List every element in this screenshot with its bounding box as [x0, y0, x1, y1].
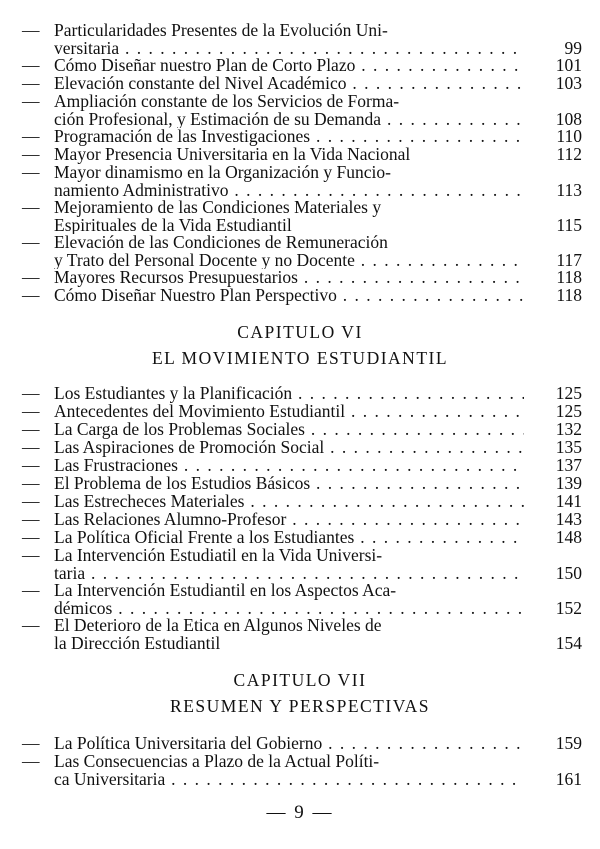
entry-page-number: 143	[555, 509, 582, 529]
entry-dash: —	[22, 455, 40, 475]
page-footer-number: — 9 —	[266, 802, 334, 823]
toc-entry	[22, 128, 582, 146]
chapter-heading: CAPITULO VII	[233, 670, 367, 690]
entry-page-number: 132	[555, 419, 582, 439]
toc-entry	[22, 199, 582, 234]
entry-dash: —	[22, 20, 40, 40]
entry-page-number: 141	[555, 491, 582, 511]
toc-entry	[22, 439, 582, 457]
entry-dash: —	[22, 232, 40, 252]
entry-text-line: la Dirección Estudiantil	[54, 634, 221, 653]
entry-dash: —	[22, 383, 40, 403]
entry-text-line: Espirituales de la Vida Estudiantil	[54, 216, 292, 235]
entry-dash: —	[22, 751, 40, 771]
entry-dash: —	[22, 419, 40, 439]
entry-page-number: 117	[556, 249, 582, 270]
toc-entry	[22, 234, 582, 269]
entry-dash: —	[22, 73, 40, 93]
toc-entry	[22, 22, 582, 57]
entry-text-line: Mayor Presencia Universitaria en la Vida Nacional	[54, 146, 411, 164]
entry-dash: —	[22, 545, 40, 565]
chapter-title: RESUMEN Y PERSPECTIVAS	[170, 696, 430, 716]
entry-page-number: 108	[555, 108, 582, 129]
entry-dash: —	[22, 491, 40, 511]
entry-text-line: La Intervención Estudiantil en los Aspectos Aca-	[54, 582, 397, 600]
toc-entry	[22, 287, 582, 305]
entry-text-line: Mayores Recursos Presupuestarios . . .	[54, 269, 524, 287]
entry-dash: —	[22, 437, 40, 457]
entry-text-line: El Problema de los Estudios Básicos . . .	[54, 475, 524, 493]
entry-text-line: Las Consecuencias a Plazo de la Actual Políti-	[54, 753, 380, 771]
entry-page-number: 152	[555, 597, 582, 618]
entry-dash: —	[22, 197, 40, 217]
entry-page-number: 112	[556, 144, 582, 164]
entry-page-number: 103	[555, 73, 582, 93]
entry-page-number: 139	[555, 473, 582, 493]
entry-text-line: taria . . .	[54, 565, 524, 583]
entry-dash: —	[22, 580, 40, 600]
entry-page-number: 159	[555, 733, 582, 753]
entry-page-number: 148	[555, 527, 582, 547]
entry-text-line: Las Relaciones Alumno-Profesor . . .	[54, 511, 524, 529]
entry-page-number: 154	[555, 632, 582, 653]
entry-dash: —	[22, 267, 40, 287]
entry-text-line: démicos . . .	[54, 600, 524, 618]
entry-dash: —	[22, 401, 40, 421]
entry-text-line: Las Aspiraciones de Promoción Social . . .	[54, 439, 524, 457]
entry-text-line: Elevación constante del Nivel Académico . . .	[54, 75, 524, 93]
entry-text-line: y Trato del Personal Docente y no Docente . . .	[54, 252, 524, 270]
chapter-title: EL MOVIMIENTO ESTUDIANTIL	[151, 348, 449, 368]
entry-text-line: Antecedentes del Movimiento Estudiantil . . .	[54, 403, 524, 421]
entry-dash: —	[22, 91, 40, 111]
entry-text-line: Cómo Diseñar Nuestro Plan Perspectivo . . .	[54, 287, 524, 305]
entry-dash: —	[22, 527, 40, 547]
toc-entry	[22, 511, 582, 529]
entry-text-line: namiento Administrativo . . .	[54, 182, 524, 200]
entry-page-number: 99	[564, 37, 582, 58]
entry-page-number: 113	[556, 179, 582, 200]
toc-entry	[22, 617, 582, 652]
entry-text-line: Programación de las Investigaciones . . .	[54, 128, 524, 146]
entry-page-number: 125	[555, 383, 582, 403]
entry-text-line: La Política Universitaria del Gobierno . . .	[54, 735, 524, 753]
entry-text-line: ca Universitaria . . .	[54, 771, 524, 789]
entry-text-line: Las Estrecheces Materiales . . .	[54, 493, 524, 511]
entry-text-line: Mayor dinamismo en la Organización y Funcio-	[54, 164, 391, 182]
entry-text-line: El Deterioro de la Etica en Algunos Niveles de	[54, 617, 382, 635]
toc-entry	[22, 269, 582, 287]
toc-entry	[22, 457, 582, 475]
entry-text-line: La Carga de los Problemas Sociales . . .	[54, 421, 524, 439]
entry-dash: —	[22, 285, 40, 305]
entry-text-line: Particularidades Presentes de la Evolución Uni-	[54, 22, 388, 40]
entry-text-line: La Intervención Estudiatil en la Vida Universi-	[54, 547, 383, 565]
entry-text-line: Ampliación constante de los Servicios de Forma-	[54, 93, 400, 111]
toc-entry	[22, 385, 582, 403]
toc-entry	[22, 735, 582, 753]
entry-dash: —	[22, 126, 40, 146]
chapter-heading: CAPITULO VI	[237, 322, 363, 342]
entry-page-number: 101	[555, 55, 582, 75]
entry-page-number: 137	[555, 455, 582, 475]
entry-page-number: 110	[556, 126, 582, 146]
entry-page-number: 161	[555, 768, 582, 789]
entry-text-line: Mejoramiento de las Condiciones Materiales y	[54, 199, 382, 217]
entry-dash: —	[22, 162, 40, 182]
toc-entry	[22, 582, 582, 617]
entry-text-line: Cómo Diseñar nuestro Plan de Corto Plazo . . .	[54, 57, 524, 75]
toc-entry	[22, 547, 582, 582]
entry-dash: —	[22, 615, 40, 635]
toc-entry	[22, 93, 582, 128]
toc-entry	[22, 57, 582, 75]
entry-page-number: 125	[555, 401, 582, 421]
toc-entry	[22, 146, 582, 164]
toc-entry	[22, 493, 582, 511]
toc-entry	[22, 753, 582, 788]
entry-text-line: Los Estudiantes y la Planificación . . .	[54, 385, 524, 403]
entry-text-line: ción Profesional, y Estimación de su Demanda . . .	[54, 111, 524, 129]
entry-text-line: Las Frustraciones . . .	[54, 457, 524, 475]
entry-text-line: La Política Oficial Frente a los Estudiantes . . .	[54, 529, 524, 547]
entry-page-number: 115	[556, 214, 582, 235]
toc-entry	[22, 475, 582, 493]
entry-page-number: 118	[556, 267, 582, 287]
entry-dash: —	[22, 733, 40, 753]
entry-text-line: Elevación de las Condiciones de Remuneración	[54, 234, 388, 252]
entry-dash: —	[22, 473, 40, 493]
toc-entry	[22, 529, 582, 547]
entry-page-number: 135	[555, 437, 582, 457]
entry-page-number: 150	[555, 562, 582, 583]
toc-entry	[22, 421, 582, 439]
entry-page-number: 118	[556, 285, 582, 305]
entry-dash: —	[22, 509, 40, 529]
entry-dash: —	[22, 144, 40, 164]
toc-entry	[22, 164, 582, 199]
entry-text-line: versitaria . . .	[54, 40, 524, 58]
toc-entry	[22, 75, 582, 93]
entry-dash: —	[22, 55, 40, 75]
toc-entry	[22, 403, 582, 421]
